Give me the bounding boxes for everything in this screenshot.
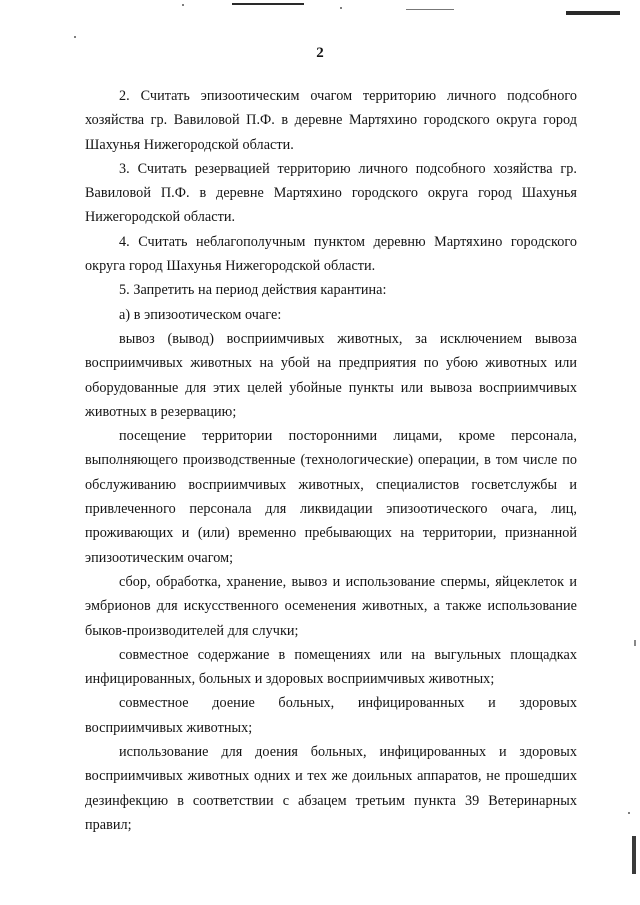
- scan-artifact-dot-2: [340, 7, 342, 9]
- paragraph-item-4: 4. Считать неблагополучным пунктом деревню Мартяхино городского округа город Шахунья Нижегородской области.: [85, 233, 577, 275]
- scan-artifact-edge-2: [632, 836, 636, 874]
- scan-artifact-top-2: [406, 9, 454, 10]
- paragraph-item-5: 5. Запретить на период действия карантина:: [119, 282, 387, 299]
- scan-artifact-dot-4: [628, 812, 630, 814]
- paragraph-joint-milking-ban: совместное доение больных, инфицированных и здоровых восприимчивых животных;: [85, 695, 577, 736]
- paragraph-visit-ban: посещение территории посторонними лицами, кроме персонала, выполняющего производственные (технологические) операции, в том числе по обслуживанию восприимчивых животных, специалистов госветслужбы и привлеченного персонала для ликвидации эпизоотического очага, лиц, проживающих и (или) временно пребывающих на территории, признанной эпизоотическим очагом;: [85, 428, 577, 566]
- scan-artifact-top-1: [232, 3, 304, 5]
- scan-artifact-top-3: [566, 11, 620, 15]
- scan-artifact-dot-1: [182, 4, 184, 6]
- scan-artifact-edge-1: [634, 640, 636, 646]
- document-body: [85, 84, 577, 837]
- paragraph-milking-equipment-ban: использование для доения больных, инфицированных и здоровых восприимчивых животных одних и тех же доильных аппаратов, не прошедших дезинфекцию в соответствии с абзацем третьим пункта 39 Ветеринарных правил;: [85, 744, 577, 833]
- paragraph-joint-keeping-ban: совместное содержание в помещениях или на выгульных площадках инфицированных, больных и здоровых восприимчивых животных;: [85, 646, 577, 688]
- paragraph-semen-ban: сбор, обработка, хранение, вывоз и использование спермы, яйцеклеток и эмбрионов для искусственного осеменения животных, а также использование быков-производителей для случки;: [85, 573, 577, 639]
- subparagraph-a: а) в эпизоотическом очаге:: [119, 306, 282, 323]
- page-number: 2: [316, 45, 324, 61]
- paragraph-item-2: 2. Считать эпизоотическим очагом территорию личного подсобного хозяйства гр. Вавиловой П.Ф. в деревне Мартяхино городского округа город Шахунья Нижегородской области.: [85, 88, 577, 153]
- scan-artifact-dot-3: [74, 36, 76, 38]
- paragraph-export-ban: вывоз (вывод) восприимчивых животных, за исключением вывоза восприимчивых животных на убой на предприятия по убою животных или оборудованные для этих целей убойные пункты или вывоза восприимчивых животных в резервацию;: [85, 330, 577, 420]
- paragraph-item-3: 3. Считать резервацией территорию личного подсобного хозяйства гр. Вавиловой П.Ф. в деревне Мартяхино городского округа город Шахунья Нижегородской области.: [85, 160, 577, 226]
